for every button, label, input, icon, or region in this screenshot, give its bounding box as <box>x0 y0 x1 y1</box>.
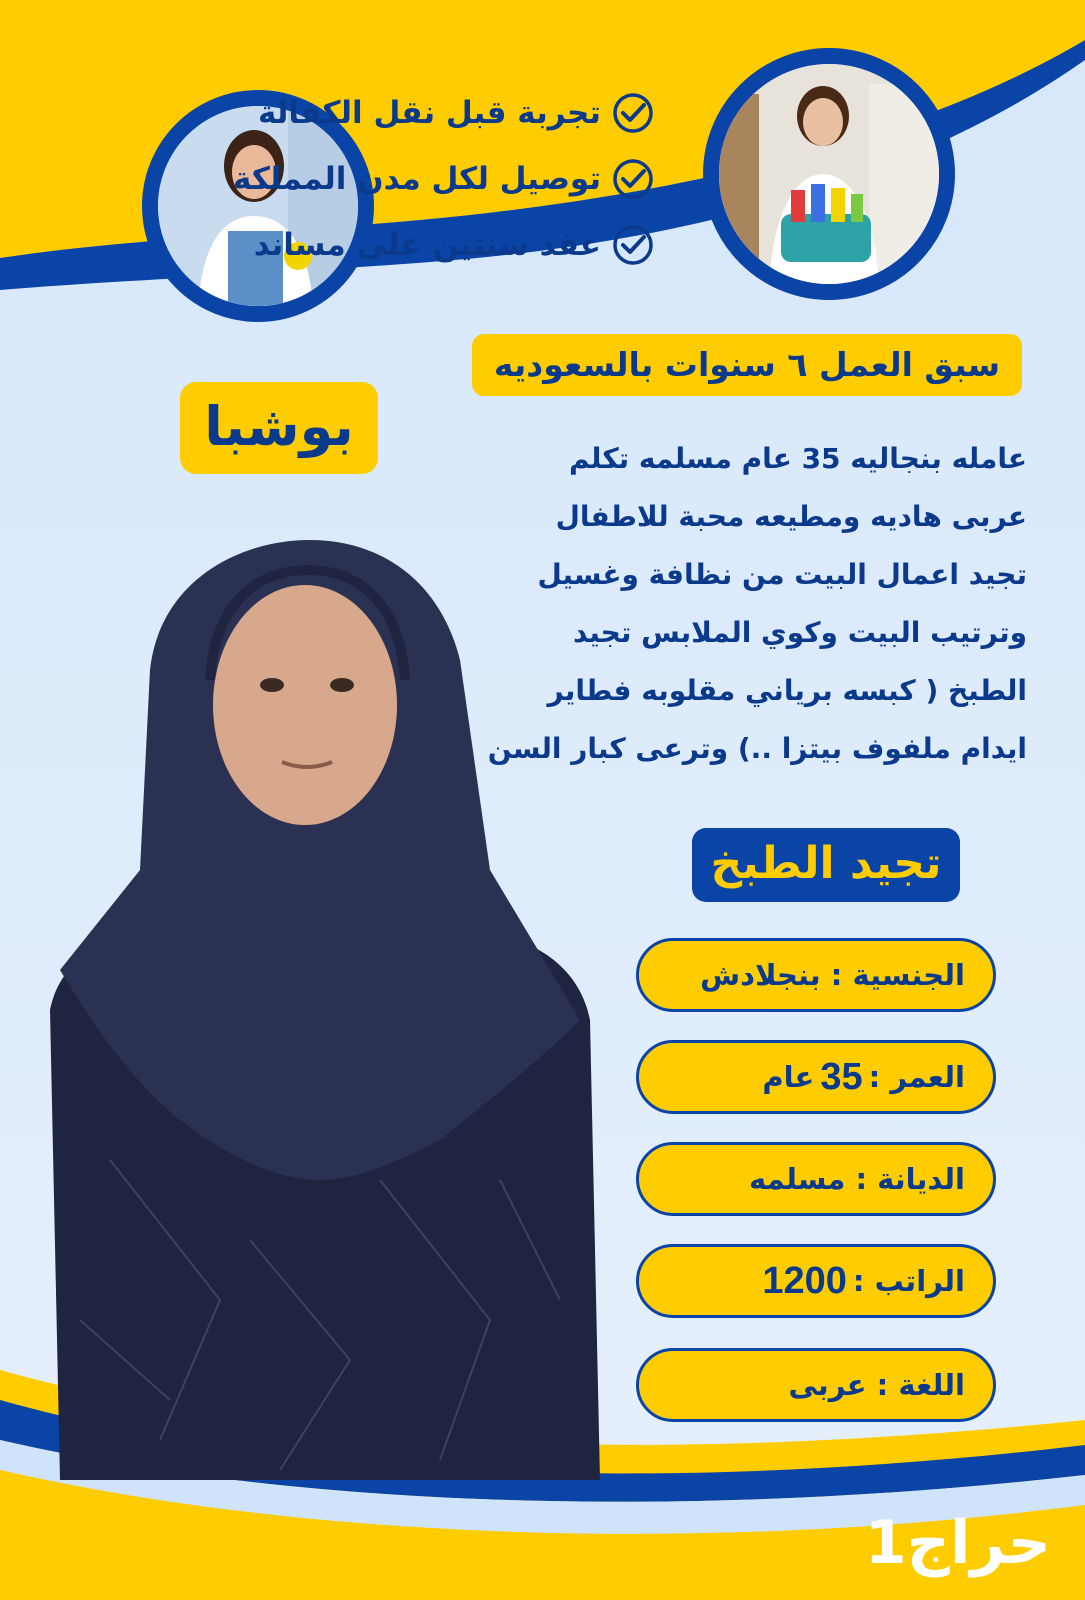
feature-item <box>195 80 655 146</box>
feature-list <box>195 80 655 278</box>
salary-label: الراتب : <box>852 1264 965 1298</box>
description-line: تجيد اعمال البيت من نظافة وغسيل <box>537 558 1027 591</box>
age-pill <box>636 1040 996 1114</box>
worker-name-badge: بوشبا <box>180 382 378 474</box>
age-value: 35 <box>820 1055 863 1098</box>
feature-text: تجربة قبل نقل الكفالة <box>257 95 601 131</box>
description-line: الطبخ ( كبسه برياني مقلوبه فطاير <box>547 674 1027 707</box>
age-unit: عام <box>762 1060 815 1094</box>
check-circle-icon <box>611 91 655 135</box>
description-line: عربى هاديه ومطيعه محبة للاطفال <box>555 500 1027 533</box>
religion-value: مسلمه <box>749 1162 846 1196</box>
age-label: العمر : <box>868 1060 965 1094</box>
experience-banner: سبق العمل ٦ سنوات بالسعوديه <box>472 334 1022 396</box>
feature-text: توصيل لكل مدن المملكة <box>233 161 601 197</box>
feature-item <box>195 146 655 212</box>
language-label: اللغة : <box>876 1368 965 1402</box>
cooking-badge: تجيد الطبخ <box>692 828 960 902</box>
salary-value: 1200 <box>762 1259 847 1302</box>
nationality-label: الجنسية : <box>830 958 965 992</box>
religion-pill <box>636 1142 996 1216</box>
check-circle-icon <box>611 157 655 201</box>
description-line: عامله بنجاليه 35 عام مسلمه تكلم <box>568 442 1027 475</box>
nationality-value: بنجلادش <box>700 958 821 992</box>
brand-watermark: حراج1 <box>864 1508 1051 1578</box>
description-line: ايدام ملفوف بيتزا ..) وترعى كبار السن <box>487 732 1027 765</box>
description-line: وترتيب البيت وكوي الملابس تجيد <box>573 616 1027 649</box>
nationality-pill <box>636 938 996 1012</box>
woman-with-supplies-illustration <box>719 64 939 284</box>
worker-portrait <box>20 540 620 1480</box>
feature-text: عقد سنتين على مساند <box>253 227 601 263</box>
check-circle-icon <box>611 223 655 267</box>
feature-item <box>195 212 655 278</box>
salary-pill <box>636 1244 996 1318</box>
language-pill <box>636 1348 996 1422</box>
cleaner-photo-right <box>703 48 955 300</box>
language-value: عربى <box>788 1368 867 1402</box>
religion-label: الديانة : <box>855 1162 965 1196</box>
